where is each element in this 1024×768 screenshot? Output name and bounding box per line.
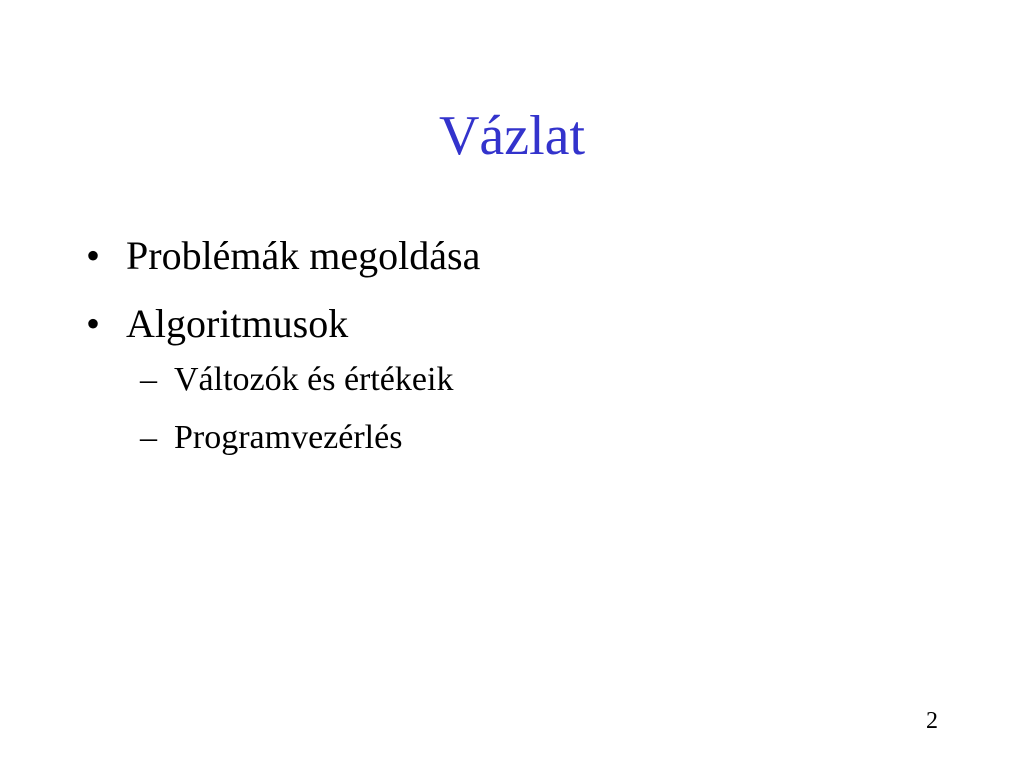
list-item-label: Algoritmusok [126, 301, 349, 346]
sub-list-item [126, 418, 946, 458]
slide-title: Vázlat [438, 105, 586, 167]
bullet-list [86, 232, 946, 478]
bullet-icon: • [86, 233, 101, 278]
sub-bullet-list [126, 360, 946, 458]
sub-list-item-label: Programvezérlés [174, 419, 403, 456]
dash-icon: – [140, 361, 157, 398]
sub-list-item-label: Változók és értékeik [174, 361, 454, 398]
dash-icon: – [140, 419, 157, 456]
list-item [86, 300, 946, 458]
page-number: 2 [926, 708, 938, 734]
sub-list-item [126, 360, 946, 400]
list-item [86, 232, 946, 280]
list-item-label: Problémák megoldása [126, 233, 481, 278]
bullet-icon: • [86, 301, 101, 346]
